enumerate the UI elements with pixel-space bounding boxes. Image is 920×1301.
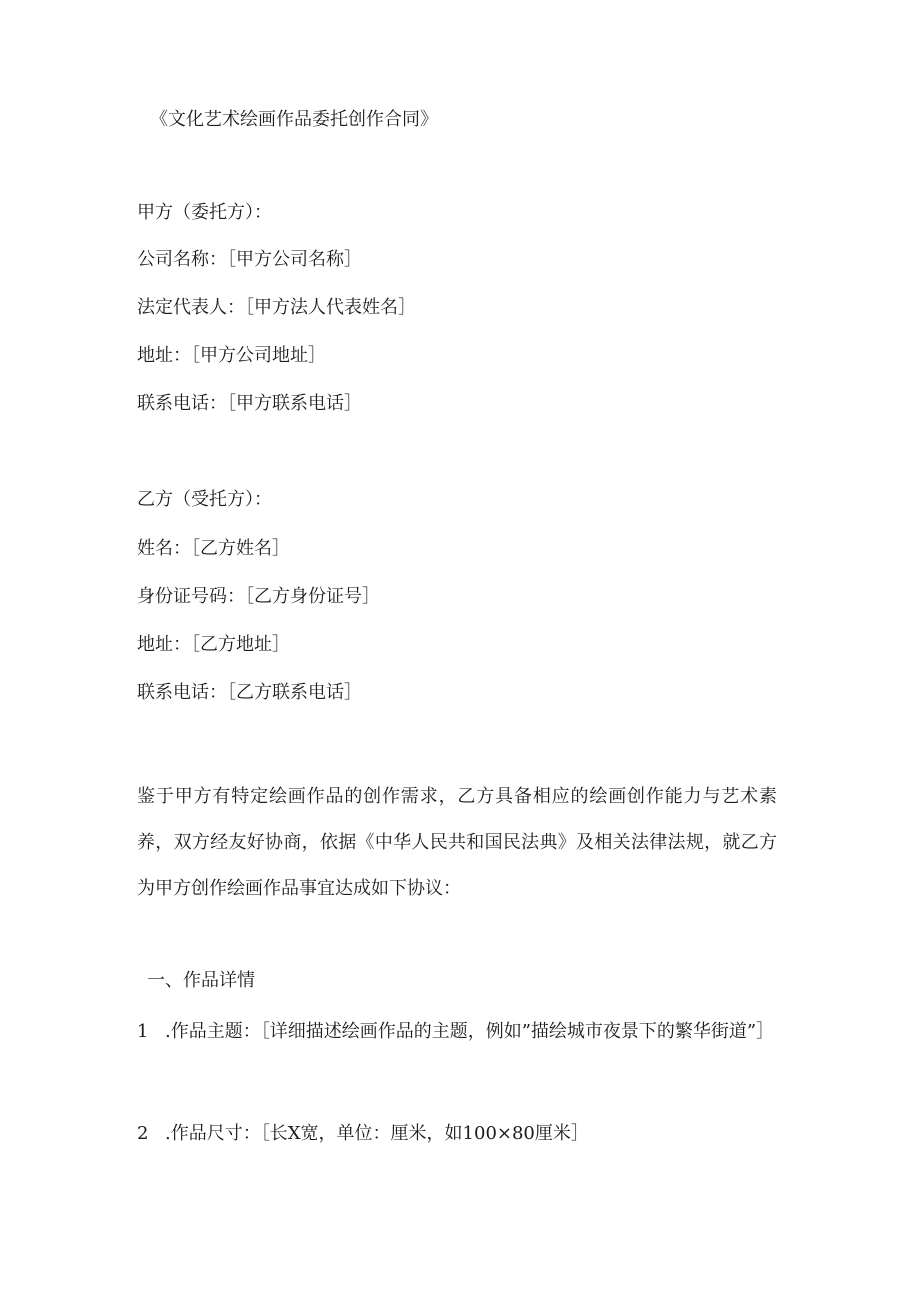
party-b-name: 姓名：［乙方姓名］ (137, 538, 290, 559)
list-item (137, 1009, 782, 1055)
list-item-text: .作品尺寸：［长X宽，单位：厘米，如100×80厘米］ (165, 1123, 589, 1144)
preamble-paragraph: 鉴于甲方有特定绘画作品的创作需求，乙方具备相应的绘画创作能力与艺术素养，双方经友好协商，依据《中华人民共和国民法典》及相关法律法规，就乙方为甲方创作绘画作品事宜达成如下协议： (137, 786, 777, 899)
document-title: 《文化艺术绘画作品委托创作合同》 (150, 109, 438, 130)
party-a-heading: 甲方（委托方）： (137, 202, 272, 223)
party-b-address: 地址：［乙方地址］ (137, 634, 290, 655)
party-a-legal-rep: 法定代表人：［甲方法人代表姓名］ (137, 297, 416, 318)
list-item-number: 1 (137, 1021, 149, 1042)
list-item (137, 1111, 782, 1157)
party-a-phone: 联系电话：［甲方联系电话］ (137, 393, 362, 414)
party-a-company-name: 公司名称：［甲方公司名称］ (137, 249, 362, 270)
list-item-number: 2 (137, 1123, 149, 1144)
party-b-heading: 乙方（受托方）： (137, 489, 272, 510)
party-b-id-number: 身份证号码：［乙方身份证号］ (137, 586, 380, 607)
list-item-text: .作品主题：［详细描述绘画作品的主题，例如”描绘城市夜景下的繁华街道”］ (165, 1021, 775, 1042)
party-b-phone: 联系电话：［乙方联系电话］ (137, 682, 362, 703)
party-a-address: 地址：［甲方公司地址］ (137, 345, 326, 366)
section-1-heading: 一、作品详情 (147, 970, 255, 991)
